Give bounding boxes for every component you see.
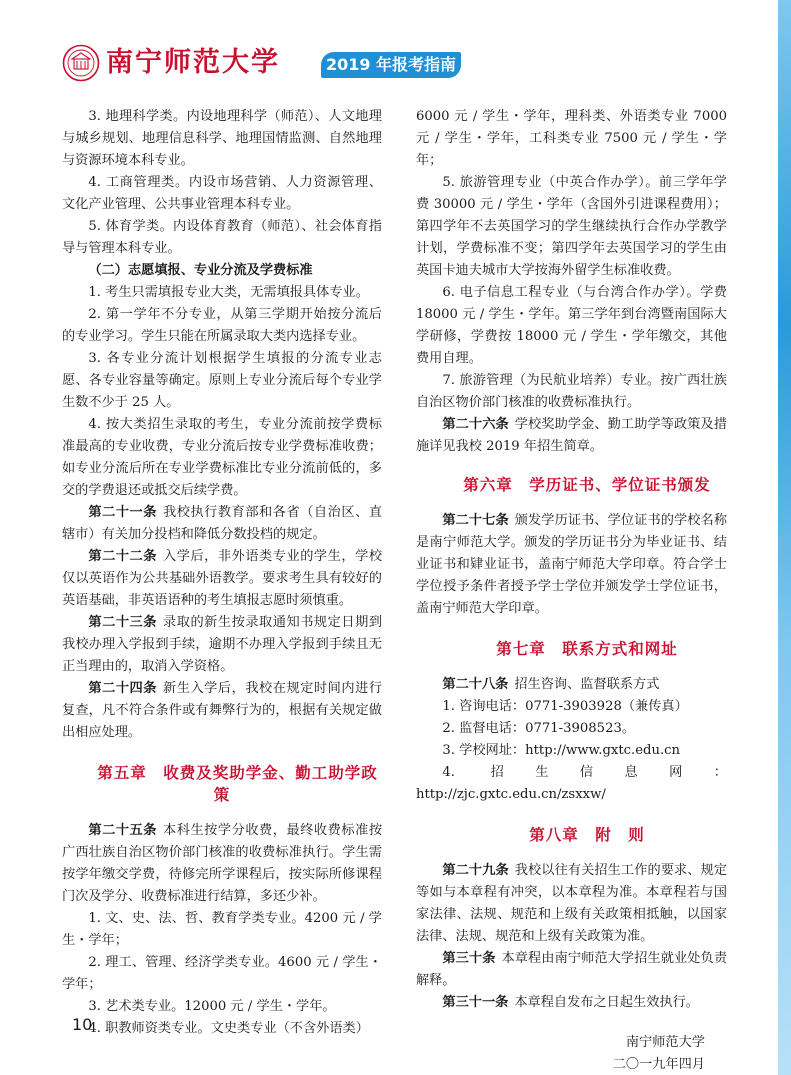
chapter-heading: 第六章 学历证书、学位证书颁发: [463, 476, 711, 494]
body-paragraph: 3. 学校网址：http://www.gxtc.edu.cn: [442, 743, 681, 758]
article-number: 第二十四条: [88, 681, 157, 696]
article-paragraph: [62, 502, 382, 546]
article-number: 第二十一条: [88, 505, 157, 520]
page-number: 10: [72, 1015, 93, 1034]
article-paragraph: [416, 860, 727, 948]
body-paragraph: 3. 艺术类专业。12000 元 / 学生・学年。: [88, 999, 336, 1014]
section-subheading: （二）志愿填报、专业分流及学费标准: [88, 263, 313, 278]
article-paragraph: [62, 678, 382, 744]
article-paragraph: [62, 612, 382, 678]
signature-line: 南宁师范大学: [625, 1035, 705, 1050]
body-paragraph: 7. 旅游管理（为民航业培养）专业。按广西壮族自治区物价部门核准的收费标准执行。: [416, 373, 727, 410]
article-text: 招生咨询、监督联系方式: [514, 677, 660, 692]
body-paragraph: 1. 咨询电话：0771-3903928（兼传真）: [442, 699, 688, 714]
decorative-side-bar: [778, 0, 791, 1075]
article-text: 入学后，非外语类专业的学生，学校仅以英语作为公共基础外语教学。要求考生具有较好的英语基础，非英语语种的考生填报志愿时须慎重。: [62, 549, 383, 608]
article-text: 录取的新生按录取通知书规定日期到我校办理入学报到手续，逾期不办理入学报到手续且无正当理由的，取消入学资格。: [62, 615, 383, 674]
article-number: 第三十条: [442, 951, 496, 966]
article-paragraph: [416, 948, 727, 992]
article-paragraph: [416, 414, 727, 458]
article-number: 第二十九条: [442, 863, 509, 878]
article-paragraph: [62, 546, 382, 612]
article-text: 学校奖助学金、勤工助学等政策及措施详见我校 2019 年招生简章。: [416, 417, 728, 454]
article-text: 本科生按学分收费，最终收费标准按广西壮族自治区物价部门核准的收费标准执行。学生需按学年缴交学费，待修完所学课程后，按实际所修课程门次及学分、收费标准进行结算，多还少补。: [62, 823, 383, 904]
article-paragraph: [416, 674, 727, 696]
article-paragraph: [62, 820, 382, 908]
article-paragraph: [416, 510, 727, 620]
body-paragraph: 4. 按大类招生录取的考生，专业分流前按学费标准最高的专业收费，专业分流后按专业学费标准收费；如专业分流后所在专业学费标准比专业分流前低的，多交的学费退还或抵交后续学费。: [62, 417, 382, 498]
article-text: 新生入学后，我校在规定时间内进行复查，凡不符合条件或有舞弊行为的，根据有关规定做出相应处理。: [62, 681, 383, 740]
article-number: 第二十六条: [442, 417, 509, 432]
article-text: 本章程由南宁师范大学招生就业处负责解释。: [416, 951, 728, 988]
body-paragraph: 4. 招生信息网：http://zjc.gxtc.edu.cn/zsxxw/: [416, 765, 727, 802]
body-paragraph: 4. 职教师资类专业。文史类专业（不含外语类）: [88, 1021, 369, 1036]
article-number: 第二十七条: [442, 513, 509, 528]
body-paragraph: 3. 地理科学类。内设地理科学（师范）、人文地理与城乡规划、地理信息科学、地理国情监测、自然地理与资源环境本科专业。: [62, 109, 382, 168]
body-paragraph: 1. 文、史、法、哲、教育学类专业。4200 元 / 学生・学年；: [62, 911, 382, 948]
article-number: 第三十一条: [442, 995, 509, 1010]
left-column: [62, 106, 382, 1040]
body-paragraph: 2. 理工、管理、经济学类专业。4600 元 / 学生・学年；: [62, 955, 382, 992]
article-number: 第二十八条: [442, 677, 509, 692]
body-paragraph: 5. 旅游管理专业（中英合作办学）。前三学年学费 30000 元 / 学生・学年（含国外引进课程费用）；第四学年不去英国学习的学生继续执行合作办学教学计划，学费标准不变；第四学年去英国学习的学生由英国卡迪夫城市大学按海外留学生标准收费。: [416, 175, 727, 278]
chapter-heading: 第八章 附 则: [529, 826, 645, 844]
body-paragraph: 6000 元 / 学生・学年，理科类、外语类专业 7000 元 / 学生・学年，工科类专业 7500 元 / 学生・学年；: [416, 109, 727, 168]
right-column: [416, 106, 727, 1075]
university-seal-icon: [62, 44, 100, 82]
body-paragraph: 5. 体育学类。内设体育教育（师范）、社会体育指导与管理本科专业。: [62, 219, 382, 256]
body-paragraph: 6. 电子信息工程专业（与台湾合作办学）。学费 18000 元 / 学生・学年。第三学年到台湾暨南国际大学研修，学费按 18000 元 / 学生・学年缴交，其他费用自理。: [416, 285, 727, 366]
article-number: 第二十五条: [88, 823, 157, 838]
body-paragraph: 3. 各专业分流计划根据学生填报的分流专业志愿、各专业容量等确定。原则上专业分流后每个专业学生数不少于 25 人。: [62, 351, 382, 410]
article-text: 我校执行教育部和各省（自治区、直辖市）有关加分投档和降低分数投档的规定。: [62, 505, 383, 542]
article-number: 第二十三条: [88, 615, 157, 630]
article-number: 第二十二条: [88, 549, 157, 564]
body-paragraph: 2. 第一学年不分专业，从第三学期开始按分流后的专业学习。学生只能在所属录取大类内选择专业。: [62, 307, 382, 344]
article-paragraph: [416, 992, 727, 1014]
chapter-heading: 第七章 联系方式和网址: [496, 640, 678, 658]
body-paragraph: 1. 考生只需填报专业大类，无需填报具体专业。: [88, 285, 369, 300]
page-header: [62, 42, 462, 84]
chapter-heading: 第五章 收费及奖助学金、勤工助学政策: [97, 764, 378, 804]
article-text: 本章程自发布之日起生效执行。: [514, 995, 699, 1010]
article-text: 我校以往有关招生工作的要求、规定等如与本章程有冲突，以本章程为准。本章程若与国家法律、法规、规范和上级有关政策相抵触，以国家法律、法规、规范和上级有关政策为准。: [416, 863, 728, 944]
signature-line: 二〇一九年四月: [612, 1057, 705, 1072]
university-name: 南宁师范大学: [106, 47, 280, 78]
guide-title-badge: 2019 年报考指南: [321, 52, 461, 78]
article-text: 颁发学历证书、学位证书的学校名称是南宁师范大学。颁发的学历证书分为毕业证书、结业证书和肄业证书，盖南宁师范大学印章。符合学士学位授予条件者授予学士学位并颁发学士学位证书，盖南宁师范大学印章。: [416, 513, 728, 616]
body-paragraph: 4. 工商管理类。内设市场营销、人力资源管理、文化产业管理、公共事业管理本科专业。: [62, 175, 382, 212]
body-paragraph: 2. 监督电话：0771-3908523。: [442, 721, 636, 736]
